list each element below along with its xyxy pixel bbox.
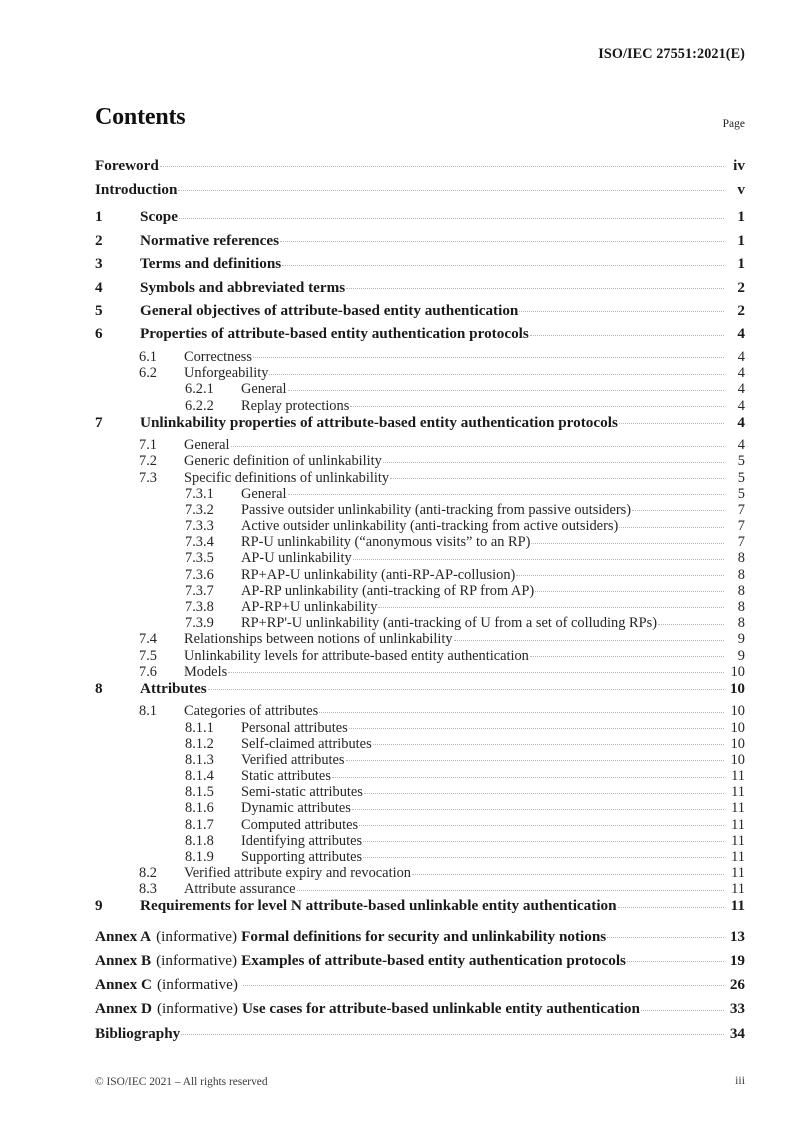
toc-entry-title: Symbols and abbreviated terms <box>140 278 346 296</box>
toc-entry-level-2[interactable] <box>95 879 745 898</box>
toc-entry-page: 11 <box>731 865 745 882</box>
toc-entry-title: AP-RP unlinkability (anti-tracking of RP from AP) <box>241 582 535 599</box>
toc-entry-number: 7.2 <box>139 453 157 470</box>
toc-entry-level-2[interactable] <box>95 645 745 664</box>
toc-entry-title: Verified attributes <box>241 751 345 768</box>
document-header-standard-ref: ISO/IEC 27551:2021(E) <box>598 46 745 62</box>
toc-entry-page: 2 <box>737 302 745 320</box>
toc-entry-title: Active outsider unlinkability (anti-tracking from active outsiders) <box>241 518 619 535</box>
toc-entry-number: 7.3.7 <box>185 582 214 599</box>
dot-leader <box>179 206 724 221</box>
toc-entry-title: Attribute assurance <box>184 881 296 898</box>
toc-entry-page: iv <box>733 157 745 175</box>
toc-entry-title: Unforgeability <box>184 365 269 382</box>
toc-entry-title: Categories of attributes <box>184 703 319 720</box>
toc-entry-page: 11 <box>730 897 745 915</box>
toc-entry-level-2[interactable] <box>95 629 745 648</box>
toc-entry-level-3[interactable] <box>95 395 745 414</box>
toc-entry-page: 5 <box>737 485 745 502</box>
dot-leader <box>280 230 724 245</box>
toc-entry-title: Bibliography <box>95 1024 181 1042</box>
dot-leader <box>531 532 724 546</box>
toc-entry-page: 1 <box>737 255 745 273</box>
toc-entry-annex[interactable] <box>95 926 745 950</box>
toc-entry-level-3[interactable] <box>95 379 745 398</box>
toc-entry-number: 6 <box>95 325 103 343</box>
annex-kind: (informative) <box>156 927 238 945</box>
toc-entry-page: 8 <box>737 599 745 616</box>
toc-entry-bibliography[interactable] <box>95 1022 745 1046</box>
toc-entry-title: Normative references <box>140 231 280 249</box>
toc-entry-page: 11 <box>731 881 745 898</box>
dot-leader <box>658 613 724 627</box>
toc-entry-level-3[interactable] <box>95 597 745 616</box>
toc-entry-level-2[interactable] <box>95 451 745 470</box>
dot-leader <box>519 300 724 315</box>
toc-entry-page: 4 <box>737 349 745 366</box>
toc-entry-title: Attributes <box>140 679 207 697</box>
dot-leader <box>516 564 724 578</box>
toc-entry-page: 4 <box>737 413 745 431</box>
toc-entry-page: 8 <box>737 566 745 583</box>
toc-entry-title: General <box>241 485 287 502</box>
toc-entry-number: 6.2.1 <box>185 381 214 398</box>
toc-entry-title: Personal attributes <box>241 719 348 736</box>
clause-entries-group <box>95 206 745 918</box>
toc-entry-level-2[interactable] <box>95 347 745 366</box>
toc-entry-title: Terms and definitions <box>140 255 282 273</box>
toc-entry-number: 8.1.4 <box>185 768 214 785</box>
dot-leader <box>359 814 724 828</box>
toc-entry-level-1[interactable] <box>95 323 745 346</box>
dot-leader <box>619 411 724 426</box>
toc-entry-page: 11 <box>731 784 745 801</box>
toc-entry-level-3[interactable] <box>95 798 745 817</box>
toc-entry-page: 10 <box>730 719 745 736</box>
toc-entry-level-3[interactable] <box>95 766 745 785</box>
toc-entry-level-3[interactable] <box>95 483 745 502</box>
dot-leader <box>332 766 724 780</box>
footer-page-number: iii <box>735 1073 745 1087</box>
toc-entry-level-1[interactable] <box>95 206 745 229</box>
toc-entry-annex[interactable] <box>95 974 745 998</box>
toc-entry-number: 7.3.2 <box>185 501 214 518</box>
toc-entry-level-1[interactable] <box>95 300 745 323</box>
toc-entry-number: 5 <box>95 302 103 320</box>
toc-entry-title: Computed attributes <box>241 816 359 833</box>
dot-leader <box>297 879 725 893</box>
toc-entry-title: RP-U unlinkability (“anonymous visits” to an RP) <box>241 534 531 551</box>
dot-leader <box>383 451 724 465</box>
dot-leader <box>269 363 724 377</box>
toc-entry-number: 7.3.6 <box>185 566 214 583</box>
toc-entry-number: 8.3 <box>139 881 157 898</box>
toc-entry-page: 34 <box>729 1024 745 1042</box>
toc-entry-number: 7.3 <box>139 469 157 486</box>
toc-entry-level-1[interactable] <box>95 276 745 299</box>
toc-entry-title: Semi-static attributes <box>241 784 363 801</box>
dot-leader <box>208 678 724 693</box>
toc-entry-number: 8.1.1 <box>185 719 214 736</box>
toc-entry-level-3[interactable] <box>95 733 745 752</box>
toc-entry-title: Static attributes <box>241 768 331 785</box>
toc-entry-number: 7.3.5 <box>185 550 214 567</box>
annex-label: Annex D <box>95 1000 152 1018</box>
toc-entry-title: Models <box>184 663 228 680</box>
toc-entry-number: 8.1.7 <box>185 816 214 833</box>
toc-entry-number: 8.1.5 <box>185 784 214 801</box>
dot-leader <box>363 847 724 861</box>
toc-entry-level-3[interactable] <box>95 548 745 567</box>
dot-leader <box>231 435 724 449</box>
toc-entry-level-1[interactable] <box>95 678 745 701</box>
dot-leader <box>378 597 724 611</box>
toc-entry-title: Specific definitions of unlinkability <box>184 469 390 486</box>
toc-entry-level-1[interactable] <box>95 411 745 434</box>
toc-entry-number: 8.1.3 <box>185 751 214 768</box>
dot-leader <box>364 782 724 796</box>
toc-entry-title: Properties of attribute-based entity authentication protocols <box>140 325 529 343</box>
annex-kind: (informative) <box>156 976 238 994</box>
toc-entry-number: 4 <box>95 278 103 296</box>
toc-entry-title: General <box>184 437 230 454</box>
toc-entry-title: Formal definitions for security and unlinkability notions <box>241 927 607 945</box>
toc-entry-page: 5 <box>737 469 745 486</box>
toc-entry-level-1[interactable] <box>95 230 745 253</box>
toc-entry-level-1[interactable] <box>95 895 745 918</box>
dot-leader <box>390 467 724 481</box>
toc-entry-page: 7 <box>737 534 745 551</box>
toc-entry-title: Use cases for attribute-based unlinkable entity authentication <box>241 1000 640 1018</box>
dot-leader <box>530 323 724 338</box>
toc-entry-level-2[interactable] <box>95 661 745 680</box>
annex-entries-group <box>95 926 745 1023</box>
toc-entry-number: 6.1 <box>139 349 157 366</box>
toc-entry-page: 10 <box>729 679 745 697</box>
toc-entry-level-3[interactable] <box>95 750 745 766</box>
toc-entry-title: Foreword <box>95 157 159 175</box>
toc-entry-title: Replay protections <box>241 397 350 414</box>
toc-entry-level-3[interactable] <box>95 564 745 583</box>
dot-leader <box>454 629 724 643</box>
toc-entry-page: 8 <box>737 550 745 567</box>
toc-entry-number: 7.3.9 <box>185 615 214 632</box>
toc-entry-title: Self-claimed attributes <box>241 735 372 752</box>
toc-entry-page: 4 <box>737 397 745 414</box>
bibliography-group <box>95 1022 745 1046</box>
toc-entry-annex[interactable] <box>95 950 745 974</box>
toc-entry-level-2[interactable] <box>95 701 745 720</box>
toc-entry-title: Scope <box>140 208 178 226</box>
toc-entry-title: Verified attribute expiry and revocation <box>184 865 411 882</box>
dot-leader <box>632 500 724 514</box>
toc-entry-page: 11 <box>731 800 745 817</box>
dot-leader <box>350 395 724 409</box>
toc-entry-title: Unlinkability properties of attribute-based entity authentication protocols <box>140 413 618 431</box>
toc-entry-page: 4 <box>737 365 745 382</box>
toc-entry-page: 4 <box>737 381 745 398</box>
dot-leader <box>243 974 724 989</box>
toc-entry-title: Introduction <box>95 180 178 198</box>
toc-entry-title: Unlinkability levels for attribute-based entity authentication <box>184 647 529 664</box>
toc-entry-level-1[interactable] <box>95 253 745 276</box>
toc-entry-title: Passive outsider unlinkability (anti-tracking from passive outsiders) <box>241 501 632 518</box>
toc-entry-level-2[interactable] <box>95 863 745 882</box>
toc-entry-page: 1 <box>737 231 745 249</box>
spacer <box>95 919 745 926</box>
toc-entry-level-3[interactable] <box>95 814 745 833</box>
dot-leader <box>619 516 724 530</box>
dot-leader <box>349 717 724 731</box>
toc-entry-number: 9 <box>95 897 103 915</box>
toc-entry-number: 8.1 <box>139 703 157 720</box>
toc-entry-title: Dynamic attributes <box>241 800 351 817</box>
dot-leader <box>178 178 724 193</box>
toc-entry-number: 7.4 <box>139 631 157 648</box>
dot-leader <box>253 347 724 361</box>
dot-leader <box>530 645 724 659</box>
toc-entry-page: 33 <box>729 1000 745 1018</box>
toc-entry-page: 9 <box>737 631 745 648</box>
toc-entry-number: 2 <box>95 231 103 249</box>
toc-entry-number: 7 <box>95 413 103 431</box>
dot-leader <box>319 701 724 715</box>
toc-entry-page: 4 <box>737 437 745 454</box>
toc-entry-level-2[interactable] <box>95 363 745 382</box>
toc-entry-page: 11 <box>731 816 745 833</box>
toc-entry-title: Correctness <box>184 349 252 366</box>
toc-entry-number: 8.1.9 <box>185 849 214 866</box>
toc-entry-title: Identifying attributes <box>241 832 363 849</box>
toc-entry-page: 9 <box>737 647 745 664</box>
toc-entry-level-3[interactable] <box>95 516 745 535</box>
dot-leader <box>373 733 724 747</box>
toc-entry-title: RP+RP'-U unlinkability (anti-tracking of U from a set of colluding RPs) <box>241 615 658 632</box>
toc-entry-page: 26 <box>729 976 745 994</box>
annex-label: Annex C <box>95 976 152 994</box>
toc-entry-number: 6.2 <box>139 365 157 382</box>
toc-entry-level-3[interactable] <box>95 613 745 632</box>
dot-leader <box>288 483 724 497</box>
dot-leader <box>618 895 724 910</box>
toc-entry-title: Examples of attribute-based entity authentication protocols <box>241 951 626 969</box>
footer-copyright: © ISO/IEC 2021 – All rights reserved <box>95 1076 268 1088</box>
toc-entry-page: 7 <box>737 518 745 535</box>
toc-entry-level-2[interactable] <box>95 435 745 454</box>
toc-entry-title: Generic definition of unlinkability <box>184 453 382 470</box>
toc-entry-page: 7 <box>737 501 745 518</box>
toc-entry-page: 4 <box>737 325 745 343</box>
dot-leader <box>282 253 724 268</box>
toc-entry-page: 2 <box>737 278 745 296</box>
toc-entry-page: 19 <box>729 951 745 969</box>
toc-entry-number: 7.3.1 <box>185 485 214 502</box>
toc-entry-page: 10 <box>730 735 745 752</box>
toc-entry-number: 7.1 <box>139 437 157 454</box>
toc-entry-title: Supporting attributes <box>241 849 363 866</box>
toc-entry-page: 10 <box>730 751 745 768</box>
toc-entry-page: 13 <box>729 927 745 945</box>
toc-entry-page: 11 <box>731 832 745 849</box>
toc-entry-number: 8.1.8 <box>185 832 214 849</box>
dot-leader <box>346 750 725 764</box>
toc-entry-number: 7.3.3 <box>185 518 214 535</box>
toc-entry-level-2[interactable] <box>95 467 745 486</box>
toc-entry-number: 8.1.6 <box>185 800 214 817</box>
toc-entry-number: 7.3.4 <box>185 534 214 551</box>
table-of-contents <box>95 155 745 1047</box>
toc-entry-front-matter[interactable] <box>95 178 745 201</box>
toc-entry-page: 5 <box>737 453 745 470</box>
page-title: Contents <box>95 104 186 130</box>
toc-entry-title: General <box>241 381 287 398</box>
dot-leader <box>228 661 724 675</box>
toc-entry-number: 7.6 <box>139 663 157 680</box>
toc-entry-number: 8.2 <box>139 865 157 882</box>
toc-entry-page: v <box>737 180 745 198</box>
toc-entry-level-3[interactable] <box>95 782 745 801</box>
toc-entry-level-3[interactable] <box>95 532 745 551</box>
toc-entry-number: 6.2.2 <box>185 397 214 414</box>
toc-entry-number: 3 <box>95 255 103 273</box>
toc-entry-page: 10 <box>730 663 745 680</box>
toc-entry-number: 1 <box>95 208 103 226</box>
dot-leader <box>353 548 724 562</box>
toc-entry-title: General objectives of attribute-based entity authentication <box>140 302 519 320</box>
toc-entry-title: Relationships between notions of unlinkability <box>184 631 453 648</box>
dot-leader <box>535 580 724 594</box>
dot-leader <box>607 926 724 941</box>
toc-entry-level-3[interactable] <box>95 830 745 849</box>
toc-entry-page: 8 <box>737 615 745 632</box>
toc-entry-number: 7.3.8 <box>185 599 214 616</box>
dot-leader <box>181 1022 724 1037</box>
toc-entry-annex[interactable] <box>95 998 745 1022</box>
dot-leader <box>412 863 724 877</box>
toc-entry-title: RP+AP-U unlinkability (anti-RP-AP-collusion) <box>241 566 516 583</box>
dot-leader <box>160 155 724 170</box>
toc-entry-number: 8 <box>95 679 103 697</box>
annex-kind: (informative) <box>156 1000 238 1018</box>
dot-leader <box>288 379 724 393</box>
toc-entry-page: 11 <box>731 849 745 866</box>
toc-entry-front-matter[interactable] <box>95 155 745 178</box>
annex-kind: (informative) <box>156 951 238 969</box>
front-matter-group <box>95 155 745 202</box>
toc-entry-level-3[interactable] <box>95 500 745 516</box>
annex-label: Annex A <box>95 927 152 945</box>
toc-entry-title: Requirements for level N attribute-based unlinkable entity authentication <box>140 897 617 915</box>
toc-entry-page: 1 <box>737 208 745 226</box>
toc-entry-page: 11 <box>731 768 745 785</box>
toc-entry-title: AP-U unlinkability <box>241 550 352 567</box>
dot-leader <box>352 798 724 812</box>
toc-entry-page: 10 <box>730 703 745 720</box>
toc-entry-number: 7.5 <box>139 647 157 664</box>
dot-leader <box>346 276 724 291</box>
toc-entry-level-3[interactable] <box>95 847 745 866</box>
dot-leader <box>627 950 724 965</box>
annex-label: Annex B <box>95 951 152 969</box>
toc-entry-title: AP-RP+U unlinkability <box>241 599 378 616</box>
toc-entry-level-3[interactable] <box>95 717 745 736</box>
dot-leader <box>641 998 724 1013</box>
toc-entry-number: 8.1.2 <box>185 735 214 752</box>
dot-leader <box>363 830 724 844</box>
toc-entry-level-3[interactable] <box>95 580 745 599</box>
toc-entry-page: 8 <box>737 582 745 599</box>
page-column-label: Page <box>722 118 745 130</box>
